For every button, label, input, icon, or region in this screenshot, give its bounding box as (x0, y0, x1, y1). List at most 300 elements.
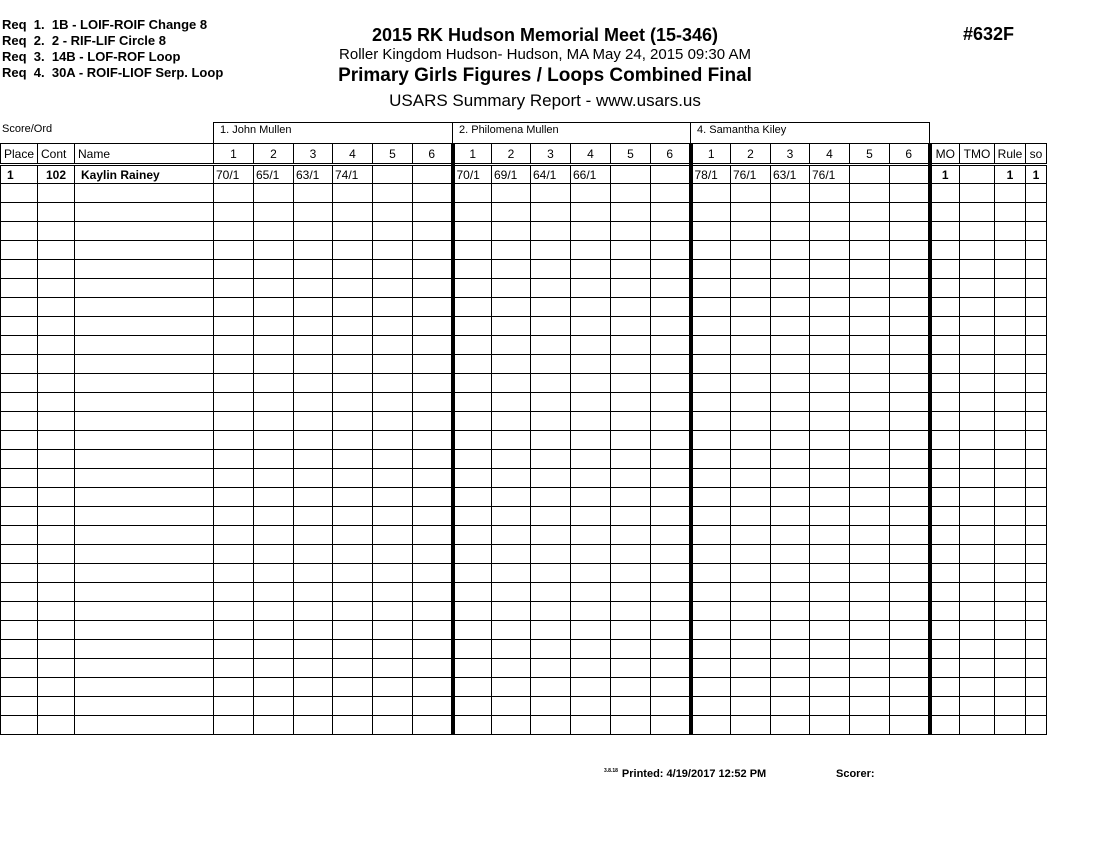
empty-cell (960, 469, 995, 488)
empty-cell (453, 602, 492, 621)
empty-cell (960, 621, 995, 640)
empty-cell (771, 336, 810, 355)
empty-cell (254, 298, 294, 317)
empty-cell (254, 621, 294, 640)
empty-cell (890, 241, 930, 260)
empty-cell (810, 564, 850, 583)
empty-cell (373, 507, 413, 526)
empty-cell (731, 697, 771, 716)
empty-cell (453, 450, 492, 469)
table-row (1, 260, 1047, 279)
empty-cell (294, 412, 333, 431)
empty-cell (960, 431, 995, 450)
empty-cell (1, 526, 38, 545)
empty-cell (38, 279, 75, 298)
empty-cell (930, 450, 960, 469)
j2-score-1: 70/1 (453, 165, 492, 184)
empty-cell (960, 279, 995, 298)
empty-cell (930, 545, 960, 564)
empty-cell (651, 203, 691, 222)
empty-cell (75, 659, 214, 678)
empty-cell (810, 602, 850, 621)
j3-score-2: 76/1 (731, 165, 771, 184)
empty-cell (294, 355, 333, 374)
empty-cell (890, 469, 930, 488)
empty-cell (492, 241, 531, 260)
empty-cell (571, 488, 611, 507)
empty-cell (930, 241, 960, 260)
empty-cell (810, 203, 850, 222)
empty-cell (995, 697, 1026, 716)
empty-cell (651, 298, 691, 317)
empty-cell (691, 621, 731, 640)
empty-cell (995, 507, 1026, 526)
empty-cell (413, 374, 453, 393)
table-row (1, 545, 1047, 564)
empty-cell (214, 716, 254, 735)
empty-cell (1026, 298, 1047, 317)
empty-cell (571, 222, 611, 241)
empty-cell (1026, 678, 1047, 697)
empty-cell (1, 393, 38, 412)
empty-cell (890, 431, 930, 450)
empty-cell (611, 621, 651, 640)
empty-cell (850, 355, 890, 374)
empty-cell (254, 488, 294, 507)
empty-cell (850, 640, 890, 659)
empty-cell (1, 469, 38, 488)
empty-cell (890, 697, 930, 716)
empty-cell (930, 716, 960, 735)
empty-cell (373, 203, 413, 222)
empty-cell (254, 279, 294, 298)
empty-cell (960, 298, 995, 317)
empty-cell (294, 260, 333, 279)
empty-cell (890, 488, 930, 507)
empty-cell (890, 260, 930, 279)
empty-cell (930, 507, 960, 526)
empty-cell (930, 431, 960, 450)
empty-cell (810, 317, 850, 336)
empty-cell (611, 450, 651, 469)
empty-cell (75, 564, 214, 583)
results-table (0, 143, 1047, 735)
empty-cell (413, 621, 453, 640)
empty-cell (691, 279, 731, 298)
empty-cell (333, 412, 373, 431)
table-row (1, 317, 1047, 336)
report-header (300, 24, 790, 112)
empty-cell (38, 241, 75, 260)
table-row (1, 450, 1047, 469)
empty-cell (1026, 545, 1047, 564)
empty-cell (214, 507, 254, 526)
empty-cell (930, 393, 960, 412)
empty-cell (571, 545, 611, 564)
empty-cell (254, 355, 294, 374)
empty-cell (771, 621, 810, 640)
empty-cell (1026, 279, 1047, 298)
empty-cell (810, 241, 850, 260)
empty-cell (333, 374, 373, 393)
empty-cell (453, 374, 492, 393)
empty-cell (930, 640, 960, 659)
empty-cell (75, 412, 214, 431)
empty-cell (571, 469, 611, 488)
empty-cell (731, 488, 771, 507)
empty-cell (75, 260, 214, 279)
empty-cell (254, 393, 294, 412)
empty-cell (492, 260, 531, 279)
empty-cell (611, 507, 651, 526)
empty-cell (850, 298, 890, 317)
empty-cell (1026, 260, 1047, 279)
empty-cell (995, 640, 1026, 659)
empty-cell (373, 260, 413, 279)
empty-cell (611, 279, 651, 298)
table-row (1, 659, 1047, 678)
empty-cell (1, 583, 38, 602)
empty-cell (453, 469, 492, 488)
j1-score-4: 74/1 (333, 165, 373, 184)
empty-cell (453, 336, 492, 355)
empty-cell (531, 336, 571, 355)
empty-cell (691, 659, 731, 678)
empty-cell (771, 697, 810, 716)
empty-cell (333, 279, 373, 298)
empty-cell (651, 640, 691, 659)
empty-cell (413, 203, 453, 222)
empty-cell (930, 469, 960, 488)
empty-cell (691, 184, 731, 203)
empty-cell (1, 260, 38, 279)
empty-cell (531, 716, 571, 735)
empty-cell (38, 374, 75, 393)
empty-cell (890, 640, 930, 659)
empty-cell (413, 241, 453, 260)
empty-cell (995, 545, 1026, 564)
empty-cell (333, 241, 373, 260)
j3-score-1: 78/1 (691, 165, 731, 184)
empty-cell (38, 716, 75, 735)
empty-cell (651, 222, 691, 241)
empty-cell (571, 279, 611, 298)
empty-cell (373, 678, 413, 697)
empty-cell (691, 431, 731, 450)
requirement-2: Req 2. 2 - RIF-LIF Circle 8 (2, 33, 166, 48)
empty-cell (413, 317, 453, 336)
empty-cell (995, 678, 1026, 697)
empty-cell (531, 412, 571, 431)
report-title: USARS Summary Report - www.usars.us (389, 91, 701, 110)
empty-cell (413, 488, 453, 507)
empty-cell (214, 526, 254, 545)
empty-cell (850, 602, 890, 621)
empty-cell (651, 336, 691, 355)
empty-cell (531, 203, 571, 222)
empty-cell (38, 298, 75, 317)
empty-cell (1026, 241, 1047, 260)
empty-cell (453, 678, 492, 697)
empty-cell (930, 488, 960, 507)
empty-cell (214, 393, 254, 412)
empty-cell (960, 488, 995, 507)
col-header-so: so (1026, 144, 1047, 165)
empty-cell (810, 697, 850, 716)
empty-cell (294, 374, 333, 393)
empty-cell (38, 450, 75, 469)
empty-cell (333, 336, 373, 355)
empty-cell (611, 222, 651, 241)
empty-cell (333, 507, 373, 526)
empty-cell (810, 374, 850, 393)
empty-cell (294, 564, 333, 583)
empty-cell (254, 222, 294, 241)
empty-cell (1, 412, 38, 431)
empty-cell (531, 564, 571, 583)
empty-cell (1026, 450, 1047, 469)
empty-cell (1, 203, 38, 222)
empty-cell (531, 431, 571, 450)
empty-cell (1, 716, 38, 735)
empty-cell (373, 241, 413, 260)
empty-cell (38, 640, 75, 659)
empty-cell (333, 526, 373, 545)
empty-cell (373, 450, 413, 469)
empty-cell (691, 355, 731, 374)
empty-cell (651, 621, 691, 640)
empty-cell (850, 317, 890, 336)
empty-cell (492, 488, 531, 507)
empty-cell (995, 393, 1026, 412)
empty-cell (731, 545, 771, 564)
empty-cell (890, 678, 930, 697)
empty-cell (38, 583, 75, 602)
empty-cell (960, 317, 995, 336)
empty-cell (960, 583, 995, 602)
empty-cell (771, 678, 810, 697)
empty-cell (294, 583, 333, 602)
empty-cell (960, 507, 995, 526)
empty-cell (651, 317, 691, 336)
empty-cell (890, 355, 930, 374)
empty-cell (214, 184, 254, 203)
empty-cell (611, 241, 651, 260)
col-header-j3-3: 3 (771, 144, 810, 165)
empty-cell (333, 450, 373, 469)
col-header-j2-3: 3 (531, 144, 571, 165)
empty-cell (254, 602, 294, 621)
empty-cell (333, 602, 373, 621)
empty-cell (771, 450, 810, 469)
empty-cell (850, 507, 890, 526)
empty-cell (1, 564, 38, 583)
empty-cell (38, 317, 75, 336)
empty-cell (810, 583, 850, 602)
empty-cell (930, 374, 960, 393)
empty-cell (995, 203, 1026, 222)
requirement-4: Req 4. 30A - ROIF-LIOF Serp. Loop (2, 65, 224, 80)
empty-cell (995, 450, 1026, 469)
empty-cell (373, 431, 413, 450)
empty-cell (571, 697, 611, 716)
empty-cell (691, 203, 731, 222)
empty-cell (38, 431, 75, 450)
empty-cell (651, 260, 691, 279)
empty-cell (38, 564, 75, 583)
empty-cell (1026, 355, 1047, 374)
empty-cell (850, 184, 890, 203)
empty-cell (611, 678, 651, 697)
empty-cell (254, 450, 294, 469)
empty-cell (333, 621, 373, 640)
empty-cell (333, 184, 373, 203)
empty-cell (890, 507, 930, 526)
meet-title: 2015 RK Hudson Memorial Meet (15-346) (371, 25, 719, 45)
empty-cell (75, 469, 214, 488)
empty-cell (373, 469, 413, 488)
empty-cell (373, 697, 413, 716)
empty-cell (810, 298, 850, 317)
empty-cell (1, 621, 38, 640)
empty-cell (214, 678, 254, 697)
empty-cell (413, 450, 453, 469)
empty-cell (691, 317, 731, 336)
empty-cell (960, 393, 995, 412)
empty-cell (38, 184, 75, 203)
empty-cell (333, 222, 373, 241)
empty-cell (413, 260, 453, 279)
empty-cell (731, 412, 771, 431)
empty-cell (890, 222, 930, 241)
empty-cell (373, 583, 413, 602)
empty-cell (960, 526, 995, 545)
table-row (1, 507, 1047, 526)
empty-cell (75, 431, 214, 450)
empty-cell (651, 431, 691, 450)
empty-cell (731, 241, 771, 260)
empty-cell (651, 678, 691, 697)
empty-cell (38, 393, 75, 412)
empty-cell (731, 203, 771, 222)
empty-cell (571, 241, 611, 260)
empty-cell (611, 355, 651, 374)
empty-cell (995, 412, 1026, 431)
empty-cell (651, 507, 691, 526)
empty-cell (651, 716, 691, 735)
empty-cell (1, 697, 38, 716)
j1-score-5 (373, 165, 413, 184)
empty-cell (691, 545, 731, 564)
empty-cell (531, 374, 571, 393)
empty-cell (731, 659, 771, 678)
empty-cell (731, 564, 771, 583)
empty-cell (38, 203, 75, 222)
empty-cell (995, 469, 1026, 488)
empty-cell (38, 621, 75, 640)
empty-cell (373, 412, 413, 431)
empty-cell (1, 507, 38, 526)
empty-cell (611, 336, 651, 355)
empty-cell (771, 184, 810, 203)
empty-cell (571, 564, 611, 583)
empty-cell (611, 564, 651, 583)
empty-cell (651, 697, 691, 716)
empty-cell (373, 355, 413, 374)
empty-cell (453, 659, 492, 678)
empty-cell (850, 450, 890, 469)
empty-cell (38, 545, 75, 564)
empty-cell (771, 279, 810, 298)
j3-score-5 (850, 165, 890, 184)
empty-cell (810, 336, 850, 355)
empty-cell (651, 241, 691, 260)
empty-cell (531, 450, 571, 469)
empty-cell (294, 697, 333, 716)
empty-cell (1026, 393, 1047, 412)
empty-cell (333, 469, 373, 488)
empty-cell (611, 412, 651, 431)
table-row (1, 184, 1047, 203)
empty-cell (810, 526, 850, 545)
empty-cell (890, 545, 930, 564)
empty-cell (995, 260, 1026, 279)
table-row (1, 488, 1047, 507)
empty-cell (453, 222, 492, 241)
empty-cell (373, 488, 413, 507)
empty-cell (453, 583, 492, 602)
empty-cell (731, 602, 771, 621)
empty-cell (731, 317, 771, 336)
empty-cell (611, 317, 651, 336)
empty-cell (995, 355, 1026, 374)
empty-cell (453, 355, 492, 374)
empty-cell (413, 355, 453, 374)
table-row (1, 431, 1047, 450)
empty-cell (995, 317, 1026, 336)
empty-cell (413, 602, 453, 621)
empty-cell (453, 260, 492, 279)
j1-score-6 (413, 165, 453, 184)
empty-cell (38, 355, 75, 374)
empty-cell (75, 355, 214, 374)
empty-cell (771, 545, 810, 564)
empty-cell (850, 431, 890, 450)
empty-cell (960, 545, 995, 564)
empty-cell (214, 469, 254, 488)
table-row (1, 203, 1047, 222)
empty-cell (413, 640, 453, 659)
empty-cell (294, 336, 333, 355)
empty-cell (373, 564, 413, 583)
empty-cell (995, 583, 1026, 602)
empty-cell (651, 469, 691, 488)
empty-cell (214, 640, 254, 659)
empty-cell (810, 412, 850, 431)
j1-score-3: 63/1 (294, 165, 333, 184)
empty-cell (373, 279, 413, 298)
empty-cell (611, 184, 651, 203)
empty-cell (890, 393, 930, 412)
empty-cell (731, 336, 771, 355)
empty-cell (930, 602, 960, 621)
empty-cell (731, 678, 771, 697)
empty-cell (1026, 431, 1047, 450)
empty-cell (214, 241, 254, 260)
requirements-list (2, 17, 223, 81)
empty-cell (75, 507, 214, 526)
empty-cell (1, 431, 38, 450)
